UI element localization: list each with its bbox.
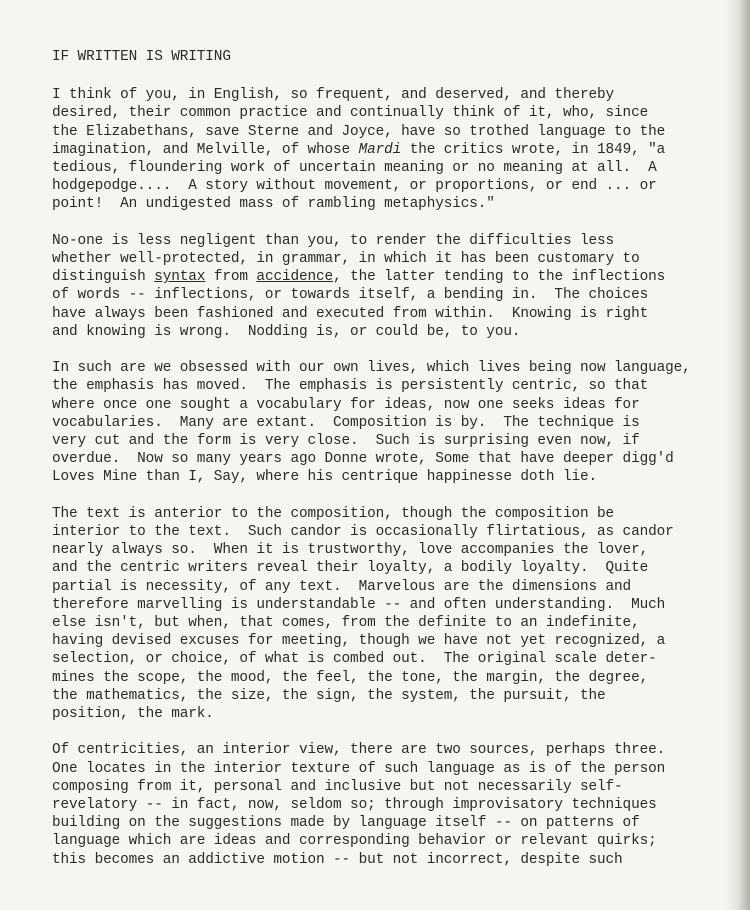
text-line: selection, or choice, of what is combed out. The original scale deter-	[52, 651, 657, 668]
text-line: Loves Mine than I, Say, where his centrique happinesse doth lie.	[52, 469, 598, 486]
text-line: language which are ideas and corresponding behavior or relevant quirks;	[52, 833, 657, 850]
text-line: Of centricities, an interior view, there are two sources, perhaps three.	[52, 742, 666, 759]
text-line: very cut and the form is very close. Such is surprising even now, if	[52, 433, 640, 450]
paragraph	[52, 232, 732, 341]
text-line: distinguish syntax from accidence, the latter tending to the inflections	[52, 269, 666, 286]
text-line: this becomes an addictive motion -- but not incorrect, despite such	[52, 851, 623, 868]
text-line: mines the scope, the mood, the feel, the tone, the margin, the degree,	[52, 669, 649, 686]
text-line: tedious, floundering work of uncertain meaning or no meaning at all. A	[52, 160, 657, 177]
underlined-word-syntax: syntax	[154, 269, 206, 286]
document-body	[52, 44, 732, 887]
text-line: the emphasis has moved. The emphasis is persistently centric, so that	[52, 378, 649, 395]
text-line: the mathematics, the size, the sign, the system, the pursuit, the	[52, 687, 606, 704]
italic-title-mardi: Mardi	[358, 141, 402, 158]
text-line: composing from it, personal and inclusive but not necessarily self-	[52, 778, 623, 795]
text-line: and the centric writers reveal their loyalty, a bodily loyalty. Quite	[52, 560, 649, 577]
text-line: have always been fashioned and executed from within. Knowing is right	[52, 305, 649, 322]
document-title: IF WRITTEN IS WRITING	[52, 49, 231, 65]
text-line: having devised excuses for meeting, though we have not yet recognized, a	[52, 633, 666, 650]
text-line: therefore marvelling is understandable -- and often understanding. Much	[52, 596, 666, 613]
text-line: desired, their common practice and continually think of it, who, since	[52, 105, 649, 122]
text-line: whether well-protected, in grammar, in which it has been customary to	[52, 251, 640, 268]
paragraph	[52, 505, 732, 723]
paragraph	[52, 741, 732, 868]
text-line: In such are we obsessed with our own lives, which lives being now language,	[52, 360, 691, 377]
text-line: partial is necessity, of any text. Marvelous are the dimensions and	[52, 578, 632, 595]
text-line: revelatory -- in fact, now, seldom so; through improvisatory techniques	[52, 797, 657, 814]
text-line: position, the mark.	[52, 706, 214, 723]
text-line: else isn't, but when, that comes, from the definite to an indefinite,	[52, 615, 640, 632]
text-line: One locates in the interior texture of such language as is of the person	[52, 760, 666, 777]
text-line: hodgepodge.... A story without movement, or proportions, or end ... or	[52, 178, 657, 195]
text-line: The text is anterior to the composition, though the composition be	[52, 505, 615, 522]
text-line: point! An undigested mass of rambling metaphysics."	[52, 196, 495, 213]
text-line: and knowing is wrong. Nodding is, or could be, to you.	[52, 323, 521, 340]
text-line: overdue. Now so many years ago Donne wrote, Some that have deeper digg'd	[52, 451, 674, 468]
text-line: of words -- inflections, or towards itself, a bending in. The choices	[52, 287, 649, 304]
text-line: nearly always so. When it is trustworthy, love accompanies the lover,	[52, 542, 649, 559]
paragraph	[52, 86, 732, 213]
page-edge-shadow	[724, 0, 750, 910]
text-line: where once one sought a vocabulary for ideas, now one seeks ideas for	[52, 396, 640, 413]
text-line: the Elizabethans, save Sterne and Joyce, have so trothed language to the	[52, 123, 666, 140]
text-line: No-one is less negligent than you, to render the difficulties less	[52, 232, 615, 249]
underlined-word-accidence: accidence	[256, 269, 334, 286]
text-line: vocabularies. Many are extant. Composition is by. The technique is	[52, 414, 640, 431]
text-line: interior to the text. Such candor is occasionally flirtatious, as candor	[52, 524, 674, 541]
text-line: I think of you, in English, so frequent, and deserved, and thereby	[52, 87, 615, 104]
paragraph	[52, 359, 732, 486]
text-line: imagination, and Melville, of whose Mardi the critics wrote, in 1849, "a	[52, 141, 666, 158]
text-line: building on the suggestions made by language itself -- on patterns of	[52, 815, 640, 832]
